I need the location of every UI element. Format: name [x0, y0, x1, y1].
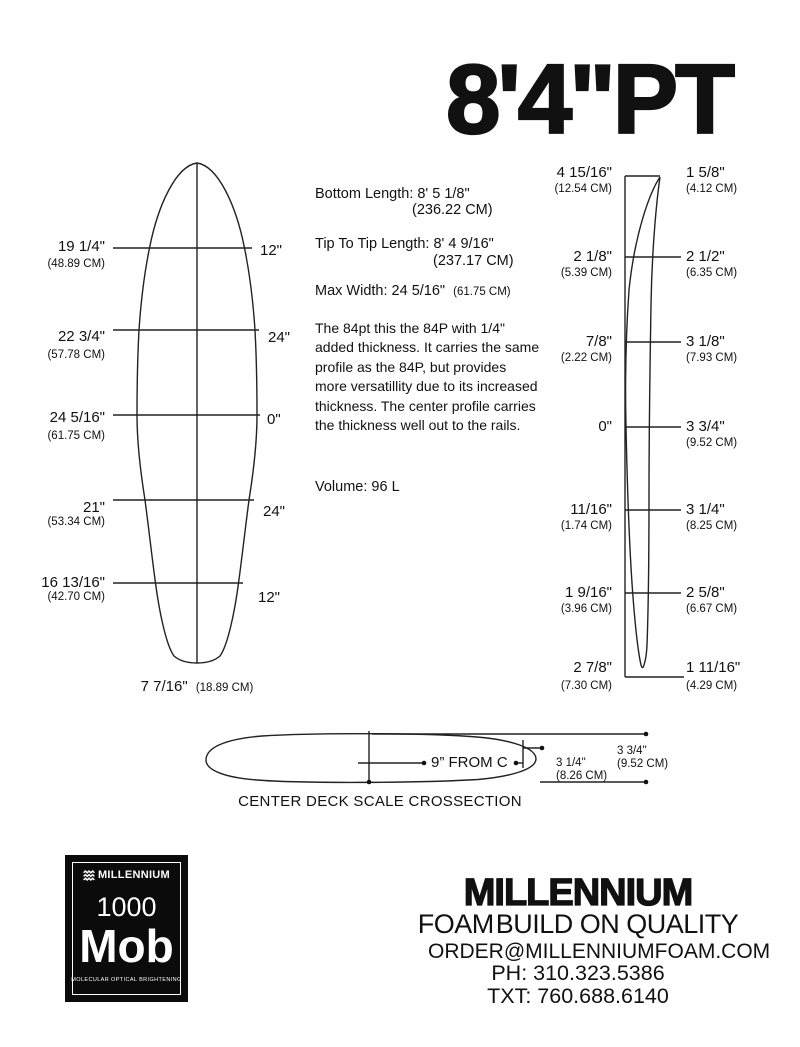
max-width-value: Max Width: 24 5/16" [315, 283, 446, 299]
thickness-9in-cm: (8.26 CM) [556, 770, 608, 782]
description-line: more versatillity due to its increased [315, 378, 538, 395]
outline-width-label: 16 13/16" [41, 574, 105, 591]
outline-width-cm: (61.75 CM) [47, 430, 105, 442]
outline-width-cm: (57.78 CM) [47, 349, 105, 361]
thickness-cm: (6.35 CM) [686, 267, 738, 279]
rocker-cm: (2.22 CM) [560, 352, 612, 364]
profile-tail-cap [641, 665, 644, 668]
footer-brand: MILLENNIUM [463, 872, 693, 914]
thickness-label: 3 3/4" [686, 418, 725, 435]
outline-width-cm: (48.89 CM) [47, 258, 105, 270]
thickness-cm: (4.29 CM) [686, 680, 738, 692]
footer-foam: FOAM [417, 909, 494, 939]
rocker-cm: (1.74 CM) [560, 520, 612, 532]
description-line: the thickness well out to the rails. [315, 416, 521, 433]
max-thickness-cm: (9.52 CM) [617, 758, 669, 770]
profile-deck-curve [644, 177, 660, 665]
thickness-label: 2 1/2" [686, 248, 725, 265]
tail-width-value: 7 7/16" [140, 678, 188, 695]
dot [514, 761, 519, 766]
dot [644, 780, 649, 785]
outline-pos-label: 12" [258, 589, 281, 606]
thickness-cm: (6.67 CM) [686, 603, 738, 615]
badge-brand: MILLENNIUM [97, 869, 171, 881]
tail-width-cm: (18.89 CM) [195, 682, 254, 694]
description-line: thickness. The center profile carries [315, 397, 536, 414]
outline-width-cm: (53.34 CM) [47, 516, 105, 528]
outline-width-label: 24 5/16" [49, 409, 105, 426]
outline-pos-label: 24" [268, 329, 291, 346]
rocker-label: 11/16" [570, 501, 612, 518]
thickness-label: 3 1/4" [686, 501, 725, 518]
footer-email: ORDER@MILLENNIUMFOAM.COM [428, 940, 771, 963]
thickness-label: 1 11/16" [686, 659, 741, 676]
thickness-label: 2 5/8" [686, 584, 725, 601]
mob-badge [65, 855, 188, 1002]
tip-to-tip-label: Tip To Tip Length: 8' 4 9/16" [315, 236, 494, 252]
volume-label: Volume: 96 L [315, 479, 400, 495]
footer-build: BUILD ON QUALITY [495, 909, 739, 939]
dot [422, 761, 427, 766]
thickness-cm: (7.93 CM) [686, 352, 738, 364]
outline-pos-label: 24" [263, 503, 286, 520]
rocker-cm: (5.39 CM) [560, 267, 612, 279]
thickness-9in: 3 1/4" [556, 757, 586, 769]
description-line: The 84pt this the 84P with 1/4" [315, 320, 505, 336]
dot [367, 780, 372, 785]
bottom-length-cm: (236.22 CM) [412, 202, 493, 218]
rocker-label: 2 7/8" [573, 659, 612, 676]
bottom-length-label: Bottom Length: 8' 5 1/8" [315, 186, 470, 202]
footer-phone: PH: 310.323.5386 [491, 961, 665, 985]
thickness-label: 3 1/8" [686, 333, 725, 350]
badge-model: 1000 [96, 892, 157, 922]
dot [540, 746, 545, 751]
max-width-label [315, 284, 511, 299]
outline-width-label: 21" [82, 499, 105, 516]
max-width-cm: (61.75 CM) [453, 286, 511, 298]
max-thickness: 3 3/4" [617, 745, 647, 757]
rocker-label: 7/8" [585, 333, 612, 350]
tail-width-label [97, 680, 297, 695]
description-line: profile as the 84P, but provides [315, 358, 507, 375]
rocker-label: 2 1/8" [573, 248, 612, 265]
outline-width-label: 19 1/4" [57, 238, 105, 255]
footer-tagline [417, 909, 739, 939]
wave-icon [83, 870, 95, 881]
footer-txt: TXT: 760.688.6140 [487, 984, 669, 1008]
badge-tagline: MOLECULAR OPTICAL BRIGHTENING [71, 977, 182, 983]
rocker-label: 0" [598, 418, 612, 435]
profile-diagram [625, 176, 684, 677]
tip-to-tip-cm: (237.17 CM) [433, 253, 514, 269]
description-line: added thickness. It carries the same [315, 339, 540, 356]
thickness-cm: (9.52 CM) [686, 437, 738, 449]
outline-pos-label: 12" [260, 242, 283, 259]
thickness-label: 1 5/8" [686, 164, 725, 181]
sheet-title: 8'4"PT [445, 44, 732, 154]
thickness-cm: (4.12 CM) [686, 183, 738, 195]
outline-width-label: 22 3/4" [57, 328, 105, 345]
profile-bottom-curve [626, 177, 660, 665]
outline-diagram [113, 163, 260, 663]
thickness-cm: (8.25 CM) [686, 520, 738, 532]
badge-logo-row [65, 869, 188, 881]
rocker-label: 1 9/16" [564, 584, 612, 601]
outline-pos-label: 0" [267, 411, 281, 428]
rocker-cm: (3.96 CM) [560, 603, 612, 615]
rocker-cm: (12.54 CM) [554, 183, 612, 195]
rocker-cm: (7.30 CM) [560, 680, 612, 692]
badge-name: Mob [79, 920, 174, 972]
rocker-label: 4 15/16" [556, 164, 612, 181]
outline-width-cm: (42.70 CM) [47, 591, 105, 603]
crossection-caption: CENTER DECK SCALE CROSSECTION [238, 793, 522, 810]
dot [644, 732, 649, 737]
from-center-label: 9” FROM C [431, 754, 508, 771]
